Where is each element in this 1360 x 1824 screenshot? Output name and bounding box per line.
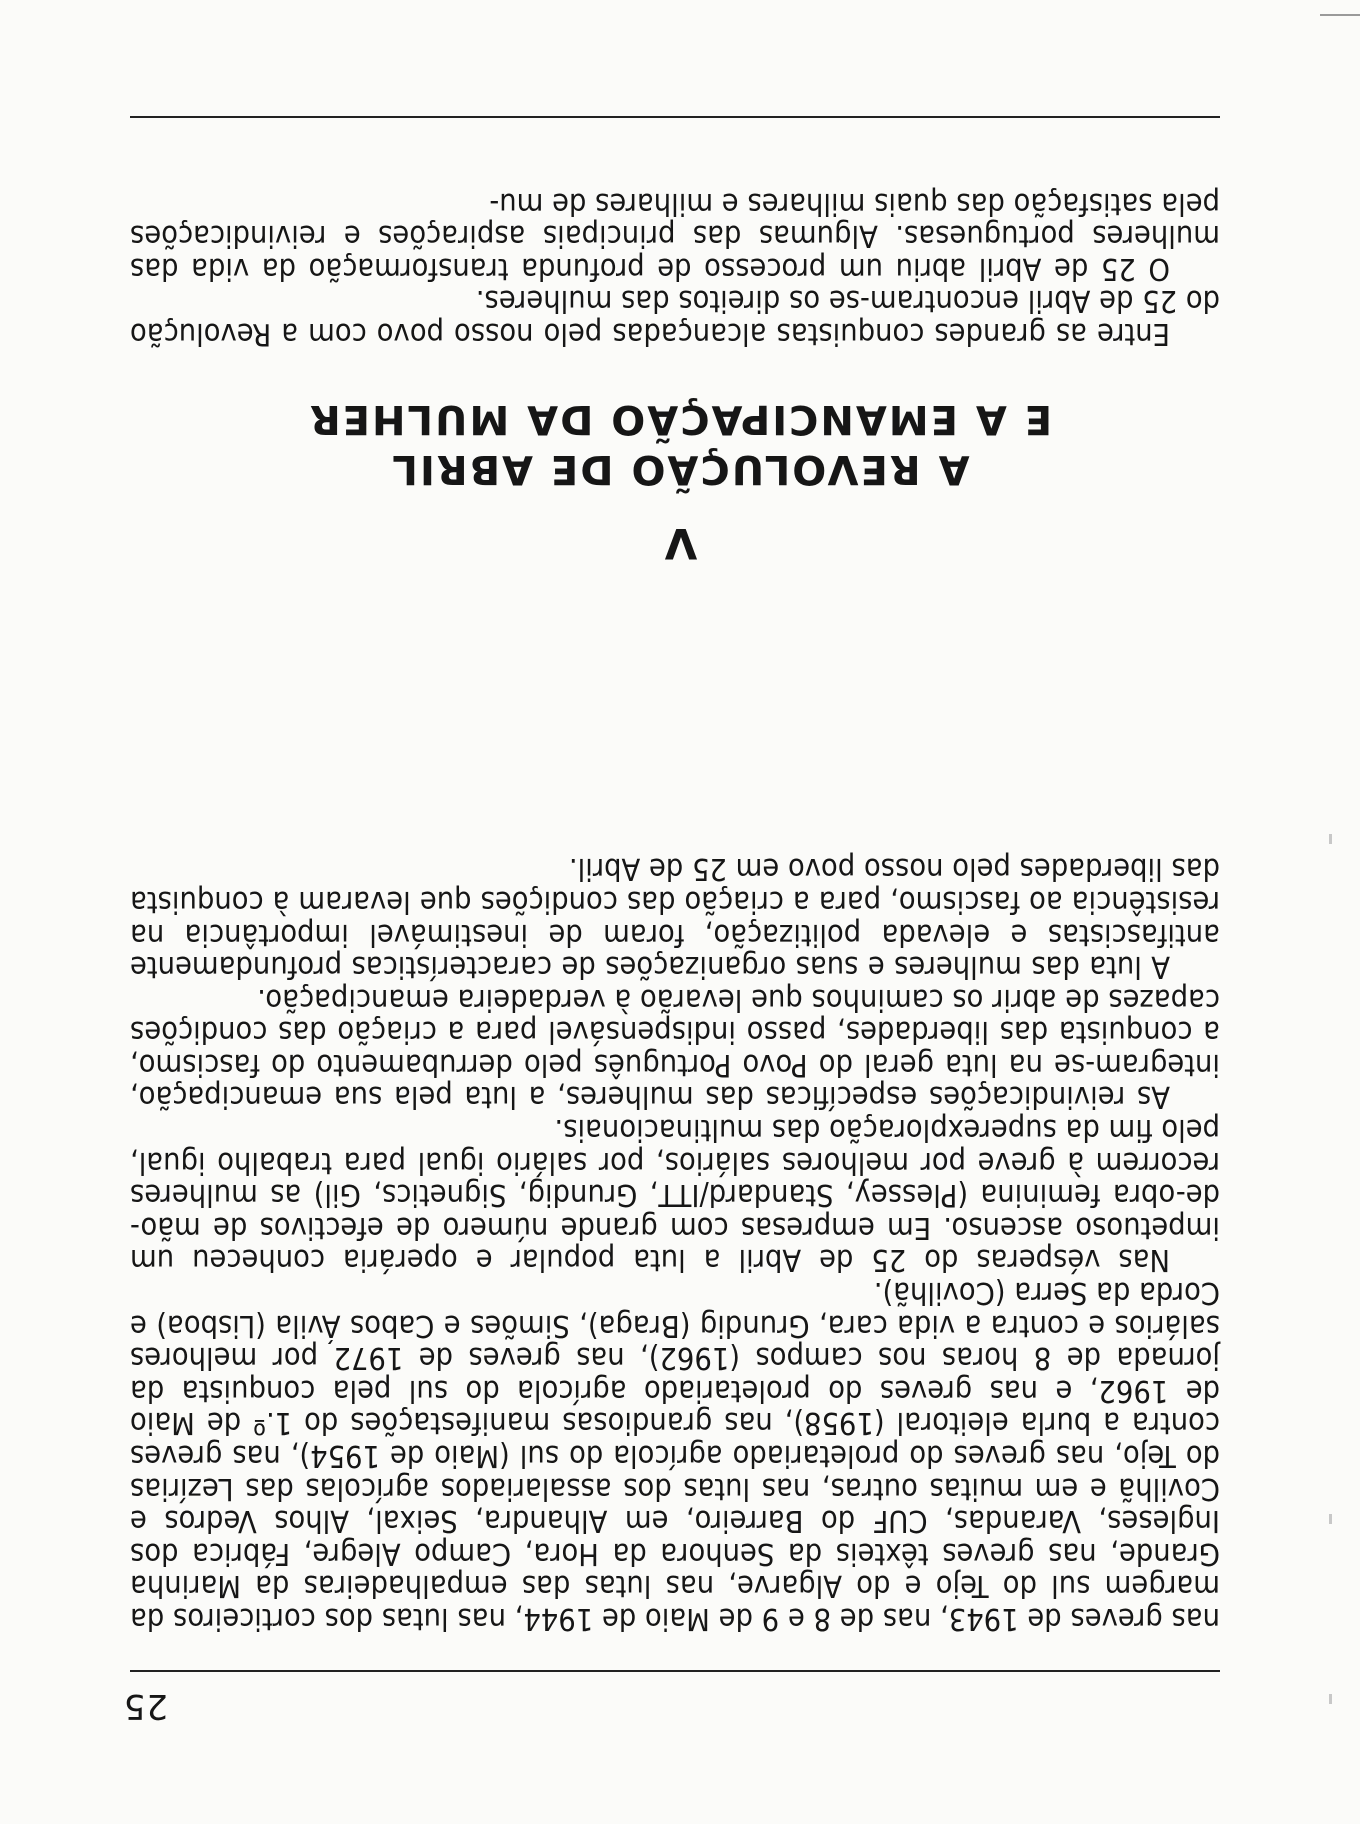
paragraph-1: nas greves de 1943, nas de 8 e 9 de Maio de 1944, nas lutas dos corticeiros da margem sul do Tejo e do Algarve, nas lutas das empalhadeiras da Marinha Grande, nas greves têxteis da Senhora da Hora, Campo Alegre, Fábrica dos Ingleses, Varandas, CUF do Barreiro, em Alhandra, Seixal, Alhos Vedros e Covilhã e em muitas outras, nas lutas dos assalariados agrícolas das Lezírias do Tejo, nas greves do proletariado agrícola do sul (Maio de 1954), nas greves contra a burla eleitoral (1958), nas grandiosas manifestações do 1.º de Maio de 1962, e nas greves do proletariado agrícola do sul pela conquista da jornada de 8 horas nos campos (1962), nas greves de 1972 por melhores salários e contra a vida cara, Grundig (Braga), Simões e Cabos Ávila (Lisboa) e Corda da Serra (Covilhã). [130,1275,1220,1636]
body-text-section-1 [130,852,1220,1634]
scan-speck [1329,1514,1332,1524]
scan-corner-mark [1320,14,1360,16]
body-text-section-2 [130,186,1220,349]
chapter-title [0,394,1360,494]
paragraph-6: O 25 de Abril abriu um processo de profunda transformação da vida das mulheres portuguesas. Algumas das principais aspirações e reivindicações pela satisfação das quais milhares e milhares de mu- [130,185,1220,286]
scan-speck [1329,1694,1332,1704]
paragraph-4: A luta das mulheres e suas organizações de características profundamente antifascistas e elevada politização, foram de inestimável importância na resistência ao fascismo, para a criação das condições que levaram à conquista das liberdades pelo nosso povo em 25 de Abril. [130,851,1220,985]
chapter-title-line-1: A REVOLUÇÃO DE ABRIL [390,446,970,492]
scan-speck [1329,834,1332,844]
paragraph-5: Entre as grandes conquistas alcançadas pelo nosso povo com a Revolução do 25 de Abril encontram-se os direitos das mulheres. [130,283,1220,351]
paragraph-3: As reivindicações específicas das mulheres, a luta pela sua emancipação, integram-se na luta geral do Povo Português pelo derrubamento do fascismo, a conquista das liberdades, passo indispensável para a criação das condições capazes de abrir os caminhos que levarão à verdadeira emancipação. [130,981,1220,1115]
top-rule [130,1670,1220,1672]
chapter-title-line-2: E A EMANCIPAÇÃO DA MULHER [307,396,1053,442]
page-number: 25 [122,1686,168,1726]
paragraph-2: Nas vésperas do 25 de Abril a luta popular e operária conheceu um impetuoso ascenso. Em empresas com grande número de efectivos de mão-de-obra feminina (Plessey, Standard/ITT, Grundig, Signetics, Gil) as mulheres recorrem à greve por melhores salários, por salário igual para trabalho igual, pelo fim da superexploração das multinacionais. [130,1112,1220,1278]
chapter-number: V [662,519,698,568]
bottom-rule [130,116,1220,118]
